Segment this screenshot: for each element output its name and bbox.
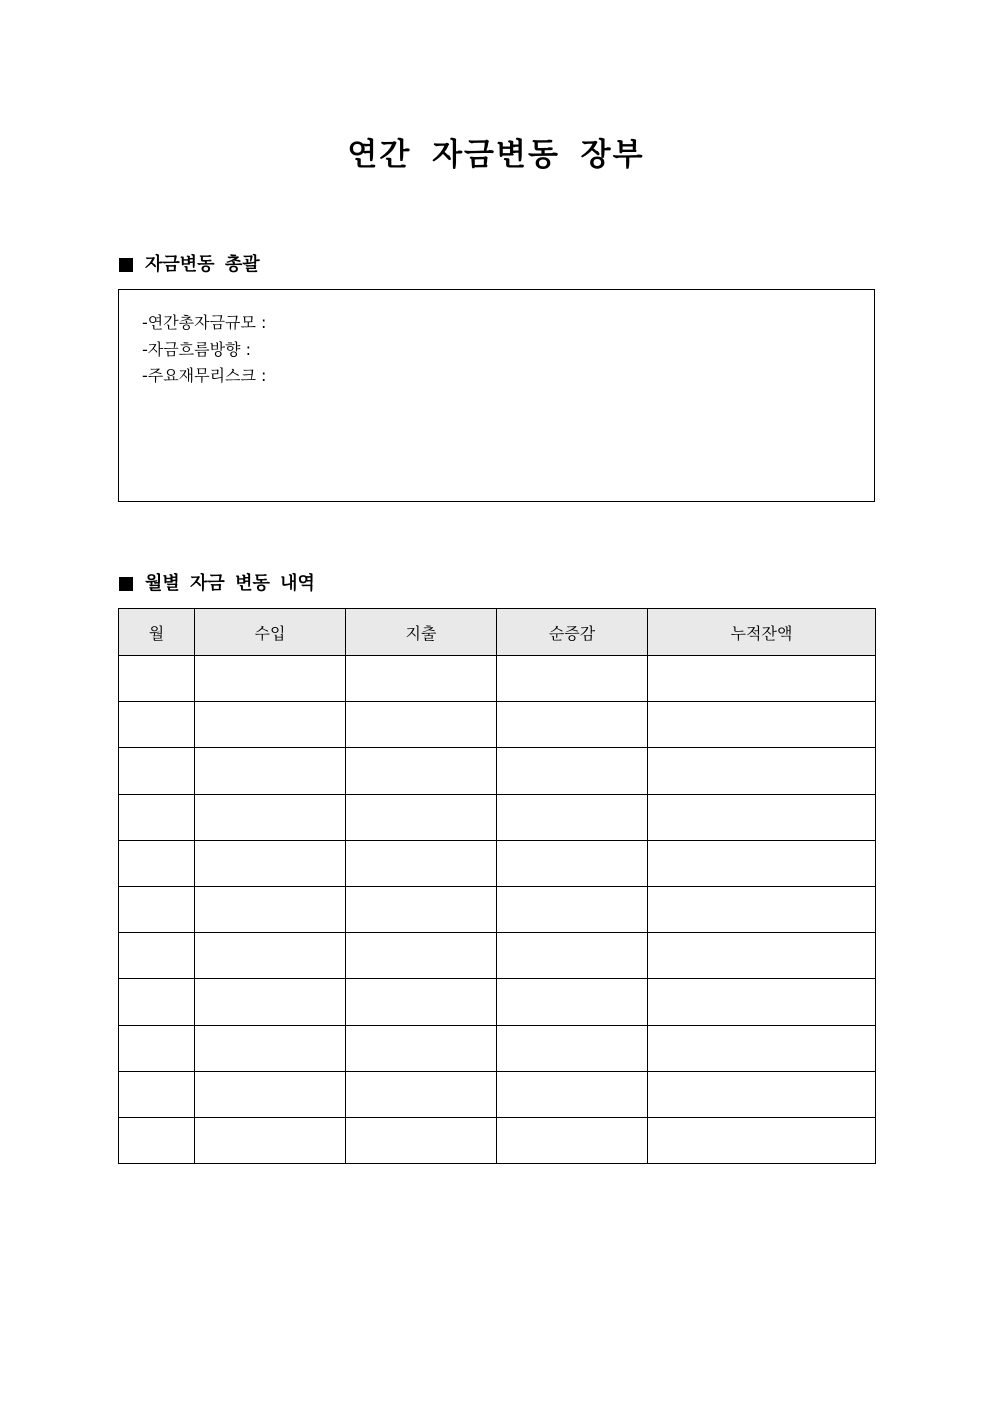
cell-income[interactable]: [195, 1117, 346, 1163]
cell-net-change[interactable]: [497, 1117, 648, 1163]
cell-income[interactable]: [195, 979, 346, 1025]
summary-section-heading: [119, 253, 260, 277]
cell-net-change[interactable]: [497, 748, 648, 794]
table-row: [119, 748, 876, 794]
cell-net-change[interactable]: [497, 840, 648, 886]
cell-expense[interactable]: [346, 656, 497, 702]
summary-box: [118, 289, 875, 502]
cell-expense[interactable]: [346, 933, 497, 979]
cell-month[interactable]: [119, 702, 195, 748]
cell-income[interactable]: [195, 702, 346, 748]
cell-income[interactable]: [195, 1025, 346, 1071]
cell-cumulative-balance[interactable]: [648, 748, 876, 794]
summary-lines: [142, 310, 266, 390]
cell-income[interactable]: [195, 794, 346, 840]
table-row: [119, 933, 876, 979]
cell-cumulative-balance[interactable]: [648, 656, 876, 702]
table-row: [119, 1117, 876, 1163]
summary-line-key-financial-risk: -주요재무리스크 :: [142, 366, 267, 385]
cell-cumulative-balance[interactable]: [648, 794, 876, 840]
cell-month[interactable]: [119, 1025, 195, 1071]
cell-month[interactable]: [119, 1071, 195, 1117]
cell-income[interactable]: [195, 840, 346, 886]
summary-line-total-funds: -연간총자금규모 :: [142, 313, 267, 332]
cell-net-change[interactable]: [497, 794, 648, 840]
summary-heading-text: 자금변동 총괄: [145, 254, 260, 275]
cell-expense[interactable]: [346, 979, 497, 1025]
cell-cumulative-balance[interactable]: [648, 1117, 876, 1163]
column-header-net-change: 순증감: [497, 609, 648, 656]
cell-month[interactable]: [119, 748, 195, 794]
cell-expense[interactable]: [346, 748, 497, 794]
square-bullet-icon: [119, 577, 133, 591]
cell-month[interactable]: [119, 1117, 195, 1163]
cell-expense[interactable]: [346, 1071, 497, 1117]
table-row: [119, 1071, 876, 1117]
cell-expense[interactable]: [346, 1117, 497, 1163]
cell-expense[interactable]: [346, 840, 497, 886]
cell-net-change[interactable]: [497, 702, 648, 748]
cell-net-change[interactable]: [497, 1071, 648, 1117]
cell-cumulative-balance[interactable]: [648, 702, 876, 748]
cell-income[interactable]: [195, 656, 346, 702]
table-row: [119, 656, 876, 702]
cell-income[interactable]: [195, 886, 346, 932]
cell-net-change[interactable]: [497, 933, 648, 979]
cell-net-change[interactable]: [497, 656, 648, 702]
column-header-cumulative-balance: 누적잔액: [648, 609, 876, 656]
cell-income[interactable]: [195, 748, 346, 794]
monthly-heading-text: 월별 자금 변동 내역: [145, 573, 315, 594]
cell-expense[interactable]: [346, 702, 497, 748]
monthly-section-heading: [119, 572, 315, 596]
cell-net-change[interactable]: [497, 1025, 648, 1071]
table-row: [119, 886, 876, 932]
cell-net-change[interactable]: [497, 886, 648, 932]
cell-cumulative-balance[interactable]: [648, 933, 876, 979]
square-bullet-icon: [119, 258, 133, 272]
table-header-row: [119, 609, 876, 656]
table-row: [119, 840, 876, 886]
table-row: [119, 979, 876, 1025]
table-row: [119, 702, 876, 748]
cell-cumulative-balance[interactable]: [648, 1025, 876, 1071]
cell-month[interactable]: [119, 886, 195, 932]
cell-expense[interactable]: [346, 886, 497, 932]
table-row: [119, 1025, 876, 1071]
cell-month[interactable]: [119, 840, 195, 886]
page-title: 연간 자금변동 장부: [347, 137, 645, 173]
table-row: [119, 794, 876, 840]
cell-month[interactable]: [119, 979, 195, 1025]
table-body: [119, 656, 876, 1164]
cell-cumulative-balance[interactable]: [648, 886, 876, 932]
cell-month[interactable]: [119, 656, 195, 702]
cell-cumulative-balance[interactable]: [648, 979, 876, 1025]
column-header-month: 월: [119, 609, 195, 656]
summary-line-cash-flow-direction: -자금흐름방향 :: [142, 339, 251, 359]
cell-expense[interactable]: [346, 1025, 497, 1071]
cell-cumulative-balance[interactable]: [648, 1071, 876, 1117]
cell-expense[interactable]: [346, 794, 497, 840]
cell-month[interactable]: [119, 933, 195, 979]
monthly-ledger-table: [118, 608, 876, 1164]
cell-cumulative-balance[interactable]: [648, 840, 876, 886]
cell-income[interactable]: [195, 933, 346, 979]
cell-income[interactable]: [195, 1071, 346, 1117]
column-header-income: 수입: [195, 609, 346, 656]
column-header-expense: 지출: [346, 609, 497, 656]
cell-net-change[interactable]: [497, 979, 648, 1025]
cell-month[interactable]: [119, 794, 195, 840]
